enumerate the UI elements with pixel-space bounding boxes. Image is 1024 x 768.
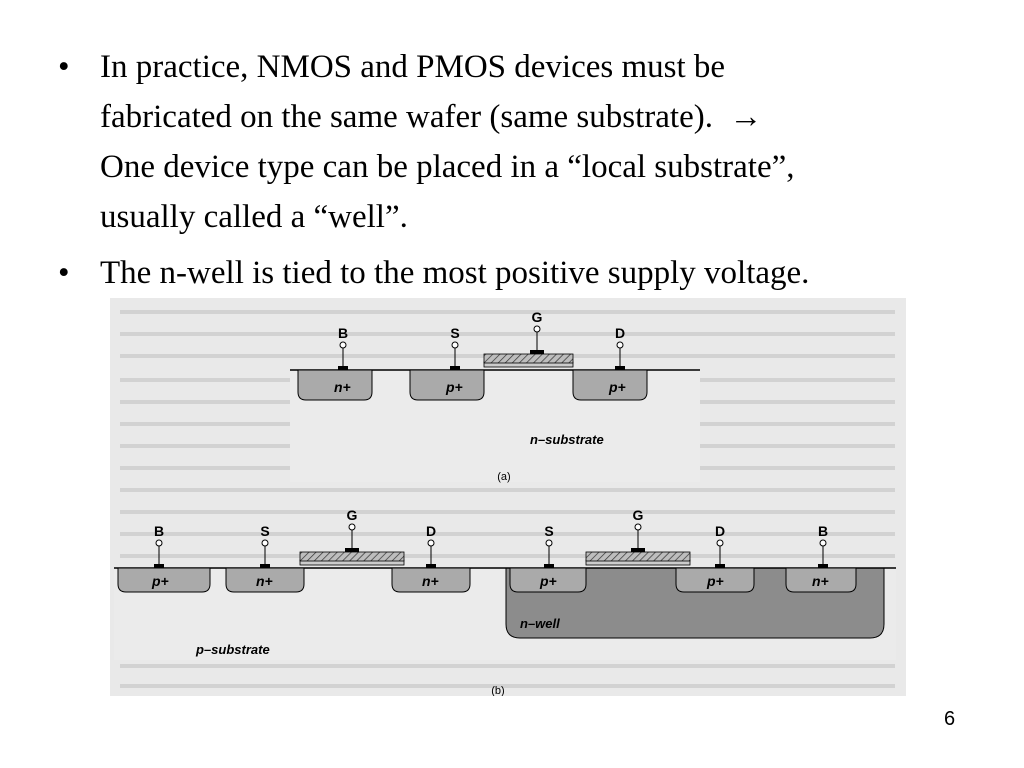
bullet-1-line-2-text: fabricated on the same wafer (same substrate).	[100, 99, 713, 135]
diffusion-label: p+	[446, 379, 463, 395]
terminal-pin	[262, 540, 268, 546]
diffusion-label: p+	[609, 379, 626, 395]
figure-svg	[110, 298, 906, 696]
terminal-label-d: D	[425, 523, 437, 539]
terminal-pin	[156, 540, 162, 546]
caption-a: (a)	[497, 471, 511, 483]
terminal-label-s: S	[544, 523, 554, 539]
terminal-label-g: G	[632, 507, 644, 523]
terminal-pin	[340, 342, 346, 348]
terminal-label-d: D	[714, 523, 726, 539]
bullet-item-2	[56, 248, 986, 298]
terminal-pin	[452, 342, 458, 348]
terminal-label-d: D	[614, 325, 626, 341]
diffusion-label: p+	[707, 573, 724, 589]
terminal-pin	[717, 540, 723, 546]
bullet-1-line-3: One device type can be placed in a “local substrate”,	[100, 149, 795, 185]
polysilicon-gate	[484, 354, 573, 363]
cmos-cross-section-figure	[110, 298, 906, 696]
n-well-label: n–well	[520, 616, 560, 631]
bullet-marker: •	[58, 49, 70, 85]
diffusion-label: n+	[256, 573, 273, 589]
diffusion-label: p+	[152, 573, 169, 589]
bullet-marker: •	[58, 255, 70, 291]
caption-b: (b)	[491, 685, 505, 696]
terminal-pin	[534, 326, 540, 332]
bullet-list	[56, 42, 986, 304]
diffusion-label: p+	[540, 573, 557, 589]
terminal-label-b: B	[337, 325, 349, 341]
substrate-label-b: p–substrate	[196, 642, 270, 657]
bullet-1-line-1: In practice, NMOS and PMOS devices must be	[100, 49, 726, 85]
terminal-label-s: S	[260, 523, 270, 539]
terminal-label-b: B	[153, 523, 165, 539]
bullet-1-line-4: usually called a “well”.	[100, 199, 408, 235]
bullet-2-line-1: The n-well is tied to the most positive supply voltage.	[100, 255, 810, 291]
right-arrow-icon: →	[729, 99, 763, 135]
terminal-pin	[349, 524, 355, 530]
nmos-polysilicon-gate	[300, 552, 404, 561]
terminal-label-b: B	[817, 523, 829, 539]
pmos-polysilicon-gate	[586, 552, 690, 561]
bullet-item-1	[56, 42, 986, 242]
page-number: 6	[944, 708, 956, 730]
terminal-pin	[617, 342, 623, 348]
diffusion-label: n+	[422, 573, 439, 589]
terminal-pin	[546, 540, 552, 546]
terminal-label-g: G	[531, 309, 543, 325]
terminal-pin	[820, 540, 826, 546]
terminal-label-s: S	[450, 325, 460, 341]
terminal-pin	[635, 524, 641, 530]
diffusion-label: n+	[812, 573, 829, 589]
terminal-pin	[428, 540, 434, 546]
diffusion-label: n+	[334, 379, 351, 395]
terminal-label-g: G	[346, 507, 358, 523]
bullet-1-line-2	[100, 92, 986, 142]
substrate-label-a: n–substrate	[530, 432, 604, 447]
